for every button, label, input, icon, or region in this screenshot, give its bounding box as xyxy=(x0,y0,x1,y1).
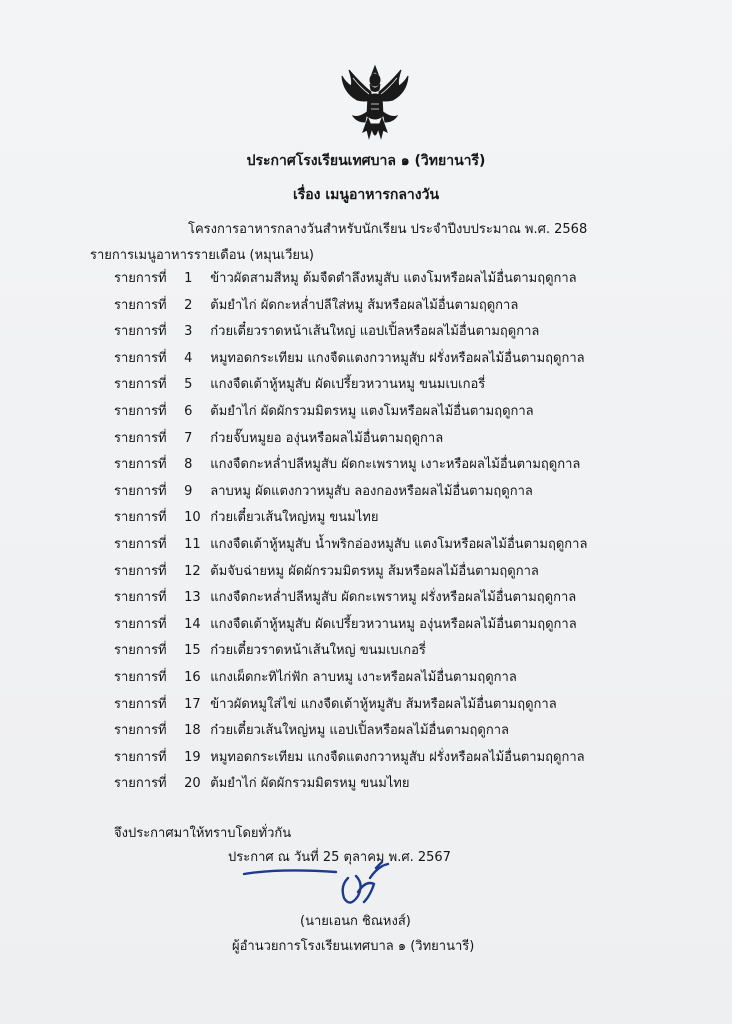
announcement-date: ประกาศ ณ วันที่ 25 ตุลาคม พ.ศ. 2567 xyxy=(228,850,451,865)
menu-item-label: รายการที่ xyxy=(114,749,167,765)
menu-item-label: รายการที่ xyxy=(114,377,167,393)
menu-item xyxy=(114,665,587,692)
menu-subheading: รายการเมนูอาหารรายเดือน (หมุนเวียน) xyxy=(90,248,314,263)
menu-item xyxy=(114,585,587,612)
menu-list xyxy=(114,266,587,798)
menu-item xyxy=(114,426,587,453)
menu-item xyxy=(114,266,587,293)
menu-item xyxy=(114,771,587,798)
menu-item-label: รายการที่ xyxy=(114,483,167,499)
menu-item-text: ต้มจับฉ่ายหมู ผัดผักรวมมิตรหมู ส้มหรือผลไม้อื่นตามฤดูกาล xyxy=(210,563,539,579)
menu-item-text: แกงเผ็ดกะทิไก่ฟัก ลาบหมู เงาะหรือผลไม้อื่นตามฤดูกาล xyxy=(210,669,517,685)
signer-position: ผู้อำนวยการโรงเรียนเทศบาล ๑ (วิทยานารี) xyxy=(232,939,475,954)
menu-item-number: 6 xyxy=(184,403,193,419)
menu-item-label: รายการที่ xyxy=(114,696,167,712)
menu-item-text: ก๋วยเตี๋ยวเส้นใหญ่หมู ขนมไทย xyxy=(210,510,379,526)
closing-statement: จึงประกาศมาให้ทราบโดยทั่วกัน xyxy=(114,826,292,841)
menu-item xyxy=(114,372,587,399)
menu-item xyxy=(114,293,587,320)
project-intro: โครงการอาหารกลางวันสำหรับนักเรียน ประจำปีงบประมาณ พ.ศ. 2568 xyxy=(188,222,588,237)
menu-item-label: รายการที่ xyxy=(114,616,167,632)
menu-item xyxy=(114,505,587,532)
announcement-subject: เรื่อง เมนูอาหารกลางวัน xyxy=(292,187,440,203)
menu-item-number: 1 xyxy=(184,271,193,286)
menu-item xyxy=(114,399,587,426)
menu-item-label: รายการที่ xyxy=(114,457,167,473)
menu-item-label: รายการที่ xyxy=(114,723,167,739)
menu-item-text: แกงจืดกะหล่ำปลีหมูสับ ผัดกะเพราหมู เงาะหรือผลไม้อื่นตามฤดูกาล xyxy=(210,457,581,473)
menu-item-text: ต้มยำไก่ ผัดผักรวมมิตรหมู ขนมไทย xyxy=(210,776,410,792)
menu-item-label: รายการที่ xyxy=(114,350,167,366)
menu-item-number: 10 xyxy=(184,510,201,526)
menu-item xyxy=(114,692,587,719)
menu-item-text: หมูทอดกระเทียม แกงจืดแตงกวาหมูสับ ฝรั่งหรือผลไม้อื่นตามฤดูกาล xyxy=(210,350,585,366)
menu-item-number: 16 xyxy=(184,669,201,685)
menu-item-text: ก๋วยเตี๋ยวเส้นใหญ่หมู แอปเปิ้ลหรือผลไม้อื่นตามฤดูกาล xyxy=(210,723,510,739)
menu-item-label: รายการที่ xyxy=(114,669,167,685)
menu-item-label: รายการที่ xyxy=(114,510,167,526)
menu-item xyxy=(114,638,587,665)
menu-item-text: ข้าวผัดหมูใส่ไข่ แกงจืดเต้าหู้หมูสับ ส้มหรือผลไม้อื่นตามฤดูกาล xyxy=(210,696,557,712)
menu-item-number: 3 xyxy=(184,324,193,340)
menu-item-number: 7 xyxy=(184,430,193,446)
menu-item xyxy=(114,452,587,479)
menu-item-text: ต้มยำไก่ ผัดผักรวมมิตรหมู แตงโมหรือผลไม้อื่นตามฤดูกาล xyxy=(210,403,534,419)
menu-item-label: รายการที่ xyxy=(114,430,167,446)
menu-item-text: ข้าวผัดสามสีหมู ต้มจืดตำลึงหมูสับ แตงโมหรือผลไม้อื่นตามฤดูกาล xyxy=(210,271,577,286)
menu-item-number: 13 xyxy=(184,590,201,606)
menu-item-text: ต้มยำไก่ ผัดกะหล่ำปลีใส่หมู ส้มหรือผลไม้อื่นตามฤดูกาล xyxy=(210,297,519,313)
menu-item-text: แกงจืดเต้าหู้หมูสับ น้ำพริกอ่องหมูสับ แตงโมหรือผลไม้อื่นตามฤดูกาล xyxy=(210,536,588,552)
menu-item-number: 20 xyxy=(184,776,201,792)
menu-item-text: แกงจืดกะหล่ำปลีหมูสับ ผัดกะเพราหมู ฝรั่งหรือผลไม้อื่นตามฤดูกาล xyxy=(210,590,577,606)
menu-item xyxy=(114,319,587,346)
menu-item-number: 4 xyxy=(184,350,193,366)
menu-item-number: 17 xyxy=(184,696,201,712)
menu-item-text: แกงจืดเต้าหู้หมูสับ ผัดเปรี้ยวหวานหมู ขนมเบเกอรี่ xyxy=(210,377,486,393)
menu-item-label: รายการที่ xyxy=(114,563,167,579)
garuda-emblem-icon xyxy=(339,62,411,146)
menu-item-label: รายการที่ xyxy=(114,536,167,552)
menu-item-number: 14 xyxy=(184,616,201,632)
handwritten-signature xyxy=(240,858,410,916)
menu-item-number: 5 xyxy=(184,377,193,393)
menu-item-number: 15 xyxy=(184,643,201,659)
menu-item-number: 11 xyxy=(184,536,201,552)
menu-item-text: แกงจืดเต้าหู้หมูสับ ผัดเปรี้ยวหวานหมู องุ่นหรือผลไม้อื่นตามฤดูกาล xyxy=(210,616,577,632)
signer-name: (นายเอนก ชิณหงส์) xyxy=(300,914,411,929)
menu-item xyxy=(114,559,587,586)
menu-item-text: ก๋วยเตี๋ยวราดหน้าเส้นใหญ่ แอปเปิ้ลหรือผลไม้อื่นตามฤดูกาล xyxy=(210,324,540,340)
menu-item-number: 8 xyxy=(184,457,193,473)
menu-item-number: 12 xyxy=(184,563,201,579)
menu-item-text: ก๋วยเตี๋ยวราดหน้าเส้นใหญ่ ขนมเบเกอรี่ xyxy=(210,643,426,659)
menu-item-label: รายการที่ xyxy=(114,643,167,659)
menu-item xyxy=(114,346,587,373)
menu-item-number: 19 xyxy=(184,749,201,765)
menu-item-label: รายการที่ xyxy=(114,297,167,313)
menu-item xyxy=(114,532,587,559)
menu-item-label: รายการที่ xyxy=(114,324,167,340)
menu-item-number: 9 xyxy=(184,483,193,499)
menu-item xyxy=(114,718,587,745)
menu-item-number: 2 xyxy=(184,297,193,313)
menu-item-text: ลาบหมู ผัดแตงกวาหมูสับ ลองกองหรือผลไม้อื่นตามฤดูกาล xyxy=(210,483,533,499)
menu-item-text: ก๋วยจั๊บหมูยอ องุ่นหรือผลไม้อื่นตามฤดูกาล xyxy=(210,430,444,446)
menu-item-text: หมูทอดกระเทียม แกงจืดแตงกวาหมูสับ ฝรั่งหรือผลไม้อื่นตามฤดูกาล xyxy=(210,749,585,765)
menu-item-label: รายการที่ xyxy=(114,590,167,606)
menu-item xyxy=(114,612,587,639)
announcement-title: ประกาศโรงเรียนเทศบาล ๑ (วิทยานารี) xyxy=(246,153,486,169)
menu-item-label: รายการที่ xyxy=(114,403,167,419)
menu-item-label: รายการที่ xyxy=(114,271,167,286)
menu-item-label: รายการที่ xyxy=(114,776,167,792)
menu-item-number: 18 xyxy=(184,723,201,739)
menu-item xyxy=(114,479,587,506)
menu-item xyxy=(114,745,587,772)
